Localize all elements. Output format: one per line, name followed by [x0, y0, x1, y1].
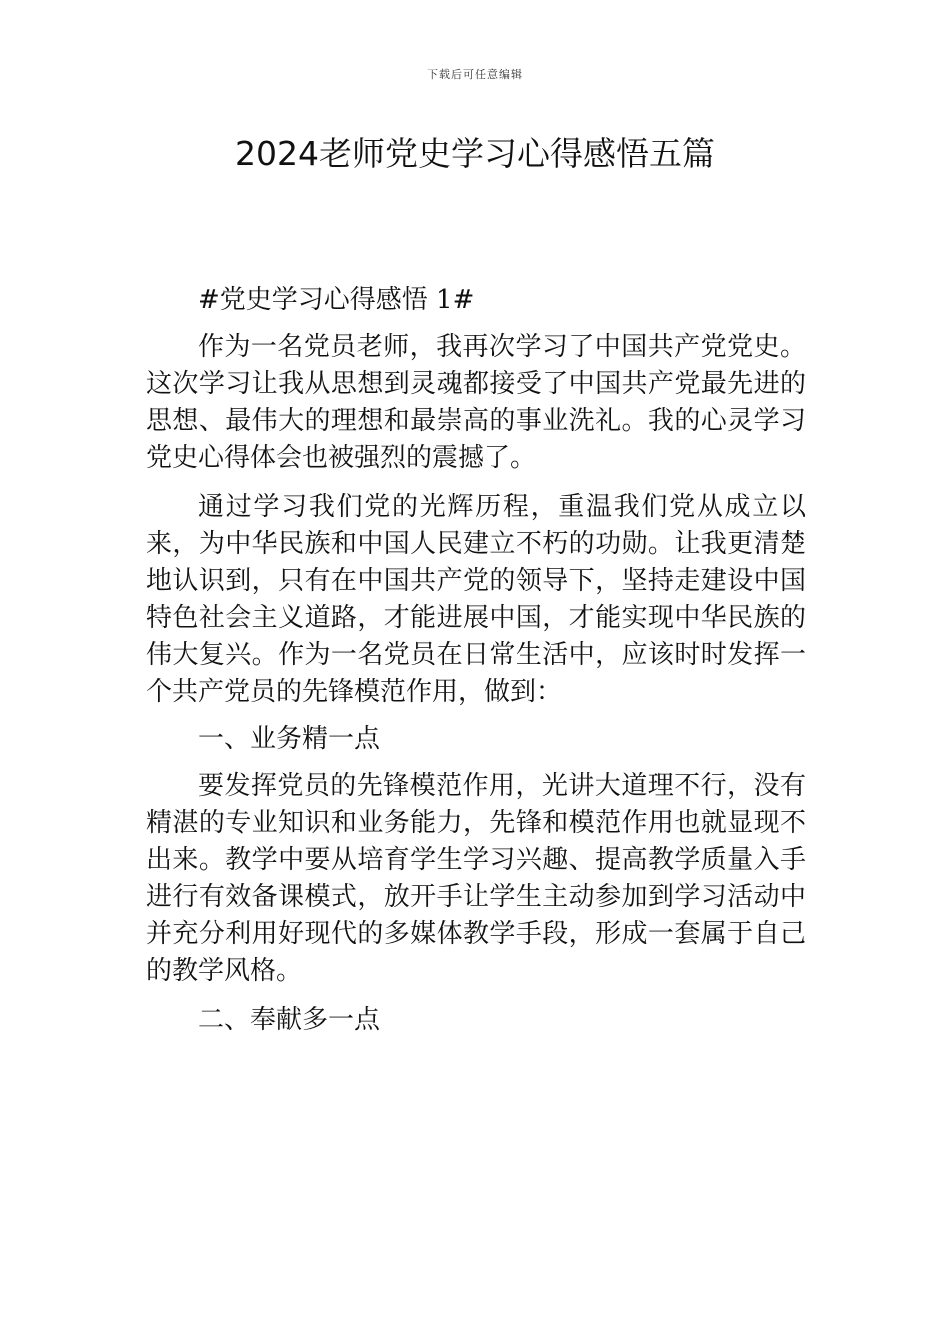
page-header-note: 下载后可任意编辑: [427, 68, 523, 81]
paragraph: 作为一名党员老师，我再次学习了中国共产党党史。这次学习让我从思想到灵魂都接受了中国共产党最先进的思想、最伟大的理想和最崇高的事业洗礼。我的心灵学习党史心得体会也被强烈的震撼了。: [146, 332, 806, 473]
paragraph: 要发挥党员的先锋模范作用，光讲大道理不行，没有精湛的专业知识和业务能力，先锋和模范作用也就显现不出来。教学中要从培育学生学习兴趣、提高教学质量入手进行有效备课模式，放开手让学生主动参加到学习活动中并充分利用好现代的多媒体教学手段，形成一套属于自己的教学风格。: [146, 771, 806, 986]
subheading-business: 一、业务精一点: [198, 724, 381, 754]
subheading-dedication: 二、奉献多一点: [198, 1005, 381, 1035]
paragraph: 通过学习我们党的光辉历程，重温我们党从成立以来，为中华民族和中国人民建立不朽的功勋。让我更清楚地认识到，只有在中国共产党的领导下，坚持走建设中国特色社会主义道路，才能进展中国，才能实现中华民族的伟大复兴。作为一名党员在日常生活中，应该时时发挥一个共产党员的先锋模范作用，做到：: [146, 492, 806, 707]
document-title: 2024老师党史学习心得感悟五篇: [235, 134, 715, 173]
document-body: [146, 282, 806, 1051]
section-heading-1: #党史学习心得感悟 1#: [198, 285, 475, 315]
